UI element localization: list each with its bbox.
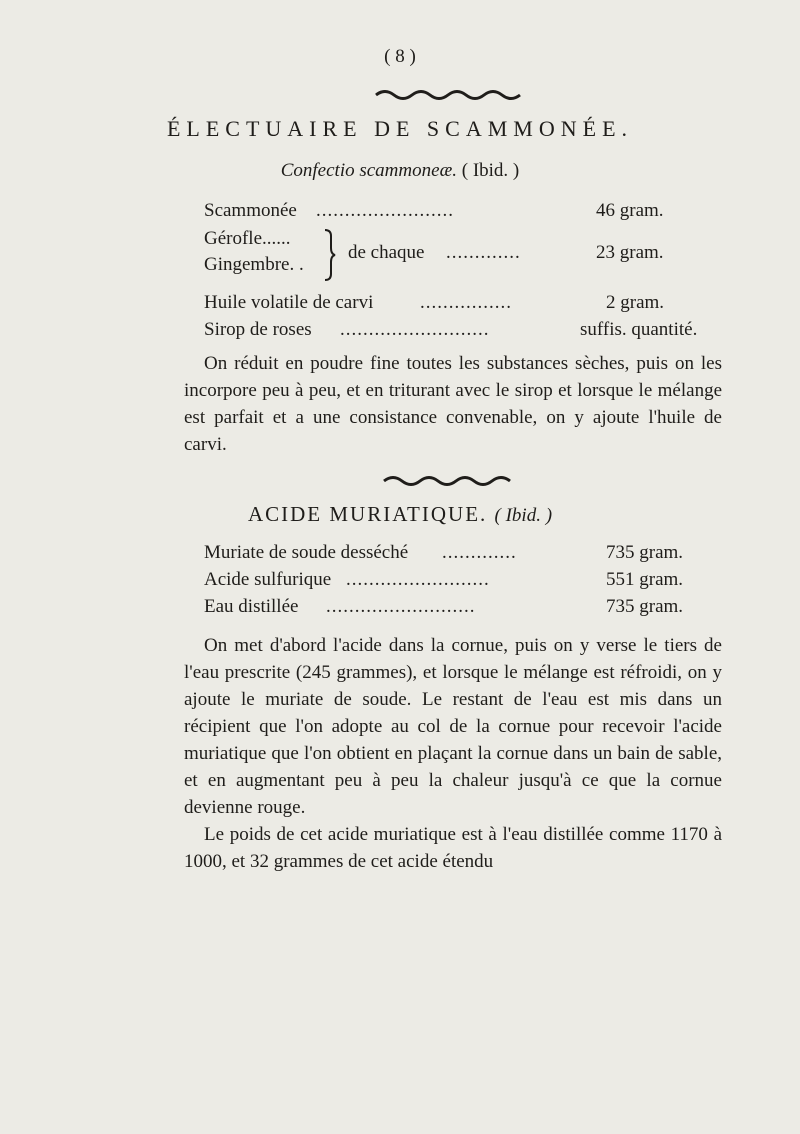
leader-dots: ........................ xyxy=(316,200,454,221)
latin-name: Confectio scammoneæ. xyxy=(280,160,457,181)
ingredient-quantity: suffis. quantité. xyxy=(580,319,698,340)
leader-dots: .......................... xyxy=(326,596,476,617)
page-number: ( 8 ) xyxy=(384,46,416,67)
ingredient-quantity: 46 gram. xyxy=(596,200,664,221)
ingredient-name: Huile volatile de carvi xyxy=(204,292,374,313)
leader-dots: .......................... xyxy=(340,319,490,340)
ingredient-name: Muriate de soude desséché xyxy=(204,542,409,563)
ingredient-quantity: 735 gram. xyxy=(606,542,684,563)
ornament-divider-middle-icon xyxy=(0,472,800,488)
ingredient-name: Sirop de roses xyxy=(204,319,312,340)
leader-dots: ............. xyxy=(442,542,517,563)
leader-dots: ................ xyxy=(420,292,512,313)
section-title-acide xyxy=(0,502,800,527)
paragraph-text: Le poids de cet acide muriatique est à l'eau distillée comme 1170 à 1000, et 32 grammes de cet acide étendu xyxy=(184,824,722,872)
ornament-divider-top-icon xyxy=(0,86,800,102)
ingredient-quantity: 551 gram. xyxy=(606,569,684,590)
ingredient-quantity: 23 gram. xyxy=(596,242,664,263)
curly-brace-icon xyxy=(322,228,336,282)
ingredient-name: Gingembre. . xyxy=(204,254,304,275)
brace-label: de chaque xyxy=(348,242,425,263)
ingredient-name: Gérofle...... xyxy=(204,228,291,249)
paragraph-text: On met d'abord l'acide dans la cornue, puis on y verse le tiers de l'eau prescrite (245 grammes), et lorsque le mélange est réfroidi, on y ajoute le muriate de soude. Le restant de l'eau est mis dans un récipient que l'on adopte au col de la cornue pour recevoir l'acide muriatique que l'on obtient en plaçant la cornue dans un bain de sable, et en augmentant peu à peu la chaleur jusqu'à ce que la cornue devienne rouge. xyxy=(184,635,722,818)
reference: ( Ibid. ) xyxy=(461,160,520,181)
ingredient-quantity: 735 gram. xyxy=(606,596,684,617)
ingredient-name: Scammonée xyxy=(204,200,297,221)
paragraph-procedure xyxy=(184,632,722,875)
leader-dots: ......................... xyxy=(346,569,490,590)
paragraph-instructions xyxy=(184,350,722,458)
ingredient-quantity: 2 gram. xyxy=(606,292,665,313)
ingredient-name: Acide sulfurique xyxy=(204,569,332,590)
reference: ( Ibid. ) xyxy=(494,505,553,526)
leader-dots: ............. xyxy=(446,242,521,263)
paragraph-text: On réduit en poudre fine toutes les substances sèches, puis on les incorpore peu à peu, et en triturant avec le sirop et lorsque le mélange est parfait et a une consistance convenable, on y ajoute l'huile de carvi. xyxy=(184,353,722,455)
section-title-electuaire: ÉLECTUAIRE DE SCAMMONÉE. xyxy=(166,116,634,141)
title-text: ACIDE MURIATIQUE. xyxy=(247,502,488,526)
section-subtitle-latin xyxy=(0,160,800,182)
ingredient-name: Eau distillée xyxy=(204,596,299,617)
